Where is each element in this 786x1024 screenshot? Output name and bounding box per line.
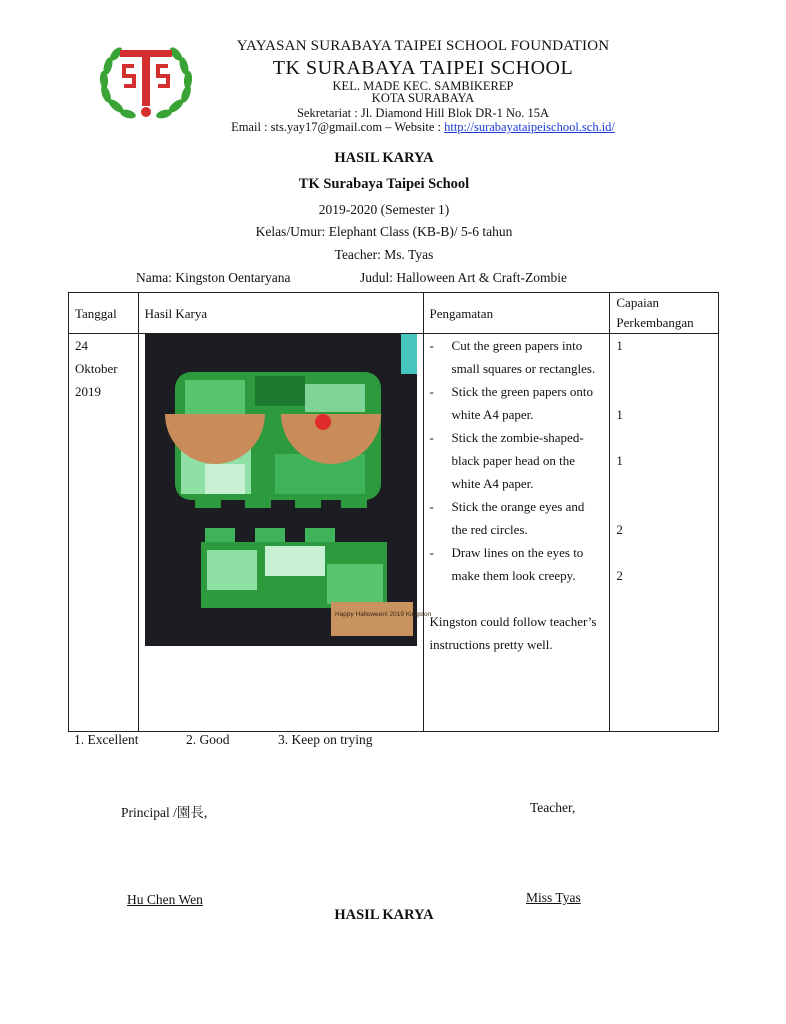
header-date: Tanggal [69,293,139,334]
class-info: Kelas/Umur: Elephant Class (KB-B)/ 5-6 tahun [255,224,513,239]
score: 1 [616,407,623,422]
address-line-2: KOTA SURABAYA [371,91,475,105]
score: 1 [616,338,623,353]
school-year: 2019-2020 (Semester 1) [318,202,450,217]
table-row [69,334,719,732]
date-cell [69,334,139,732]
report-school-name: TK Surabaya Taipei School [298,176,470,192]
report-title: HASIL KARYA [334,150,434,166]
header-observation: Pengamatan [423,293,610,334]
observation-item: - Stick the zombie-shaped-black paper head on the white A4 paper. [430,426,604,495]
score: 2 [616,568,623,583]
observation-item: - Cut the green papers into small squares or rectangles. [430,334,604,380]
observation-list [430,334,604,587]
principal-label: Principal /園長, [121,805,208,820]
observation-cell [423,334,610,732]
header-achievement: Capaian Perkembangan [610,293,719,334]
website-link[interactable]: http://surabayataipeischool.sch.id/ [444,120,615,134]
teacher-name: Miss Tyas [526,890,581,905]
contact-email: Email : sts.yay17@gmail.com – Website : [231,120,445,134]
footer-title: HASIL KARYA [334,907,434,923]
artwork-cell [138,334,431,732]
observation-item: - Stick the green papers onto white A4 paper. [430,380,604,426]
foundation-name: YAYASAN SURABAYA TAIPEI SCHOOL FOUNDATION [236,38,610,54]
artwork-label: Happy Halloween! 2019 Kingston [334,611,431,618]
achievement-cell [610,334,719,732]
date-month: Oktober [75,361,118,376]
student-name: Nama: Kingston Oentaryana [136,270,291,285]
observation-item: - Stick the orange eyes and the red circles. [430,495,604,541]
artwork-photo [145,334,431,646]
date-year: 2019 [75,384,101,399]
assessment-table [68,292,719,732]
principal-name: Hu Chen Wen [127,892,203,907]
legend-good: 2. Good [186,732,230,747]
date-day: 24 [75,338,88,353]
teacher-label: Teacher, [530,800,576,815]
contact-line [60,120,786,135]
observation-summary: Kingston could follow teacher’s instructions pretty well. [429,614,597,652]
legend-excellent: 1. Excellent [74,732,139,747]
school-name: TK SURABAYA TAIPEI SCHOOL [272,57,574,79]
header-artwork: Hasil Karya [138,293,423,334]
legend-keep-trying: 3. Keep on trying [278,732,373,747]
secretariat-address: Sekretariat : Jl. Diamond Hill Blok DR-1 No. 15A [296,106,550,120]
table-header-row [69,293,719,334]
score: 2 [616,522,623,537]
address-line-1: KEL. MADE KEC. SAMBIKEREP [332,79,514,93]
teacher-info: Teacher: Ms. Tyas [334,247,434,262]
score: 1 [616,453,623,468]
observation-item: - Draw lines on the eyes to make them look creepy. [430,541,604,587]
artwork-title: Judul: Halloween Art & Craft-Zombie [360,270,567,285]
